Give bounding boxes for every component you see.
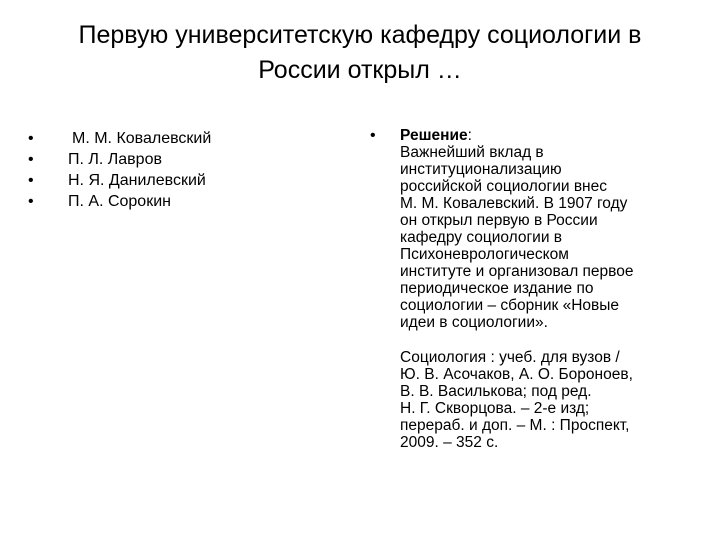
answer-line: Важнейший вклад в (400, 144, 544, 161)
reference-line: 2009. – 352 с. (400, 434, 499, 451)
slide-title (20, 18, 700, 88)
answer-line: Психоневрологическом (400, 246, 569, 263)
option-item (22, 170, 211, 191)
answer-line: периодическое издание по (400, 280, 594, 297)
option-item (22, 149, 211, 170)
title-line-1: Первую университетскую кафедру социологии в (78, 21, 642, 49)
reference-citation (400, 349, 685, 451)
option-text: П. А. Сорокин (68, 193, 171, 210)
answer-label: Решение (400, 127, 468, 144)
reference-line: Н. Г. Скворцова. – 2-е изд; (400, 400, 590, 417)
answer-label-suffix: : (467, 127, 472, 144)
option-text: М. М. Ковалевский (72, 130, 212, 147)
title-line-2: России открыл … (258, 56, 462, 84)
answer-line: институте и организовал первое (400, 263, 634, 280)
answer-heading (400, 127, 685, 144)
bullet-icon: • (28, 151, 34, 168)
answer-line: кафедру социологии в (400, 229, 563, 246)
options-list (22, 128, 211, 212)
bullet-icon: • (370, 127, 376, 144)
answer-block (370, 127, 690, 451)
answer-line: институционализацию (400, 161, 562, 178)
reference-line: Социология : учеб. для вузов / (400, 349, 620, 366)
answer-line: российской социологии внес (400, 178, 607, 195)
option-item (22, 191, 211, 212)
bullet-icon: • (28, 172, 34, 189)
answer-text (400, 127, 685, 331)
answer-line: социологии – сборник «Новые (400, 297, 620, 314)
option-item (22, 128, 211, 149)
bullet-icon: • (28, 193, 34, 210)
option-text: Н. Я. Данилевский (68, 172, 206, 189)
answer-line: М. М. Ковалевский. В 1907 году (400, 195, 628, 212)
reference-line: В. В. Василькова; под ред. (400, 383, 592, 400)
option-text: П. Л. Лавров (68, 151, 162, 168)
bullet-icon: • (28, 130, 34, 147)
answer-line: идеи в социологии». (400, 314, 548, 331)
reference-line: Ю. В. Асочаков, А. О. Бороноев, (400, 366, 633, 383)
answer-line: он открыл первую в России (400, 212, 598, 229)
reference-line: перераб. и доп. – М. : Проспект, (400, 417, 630, 434)
